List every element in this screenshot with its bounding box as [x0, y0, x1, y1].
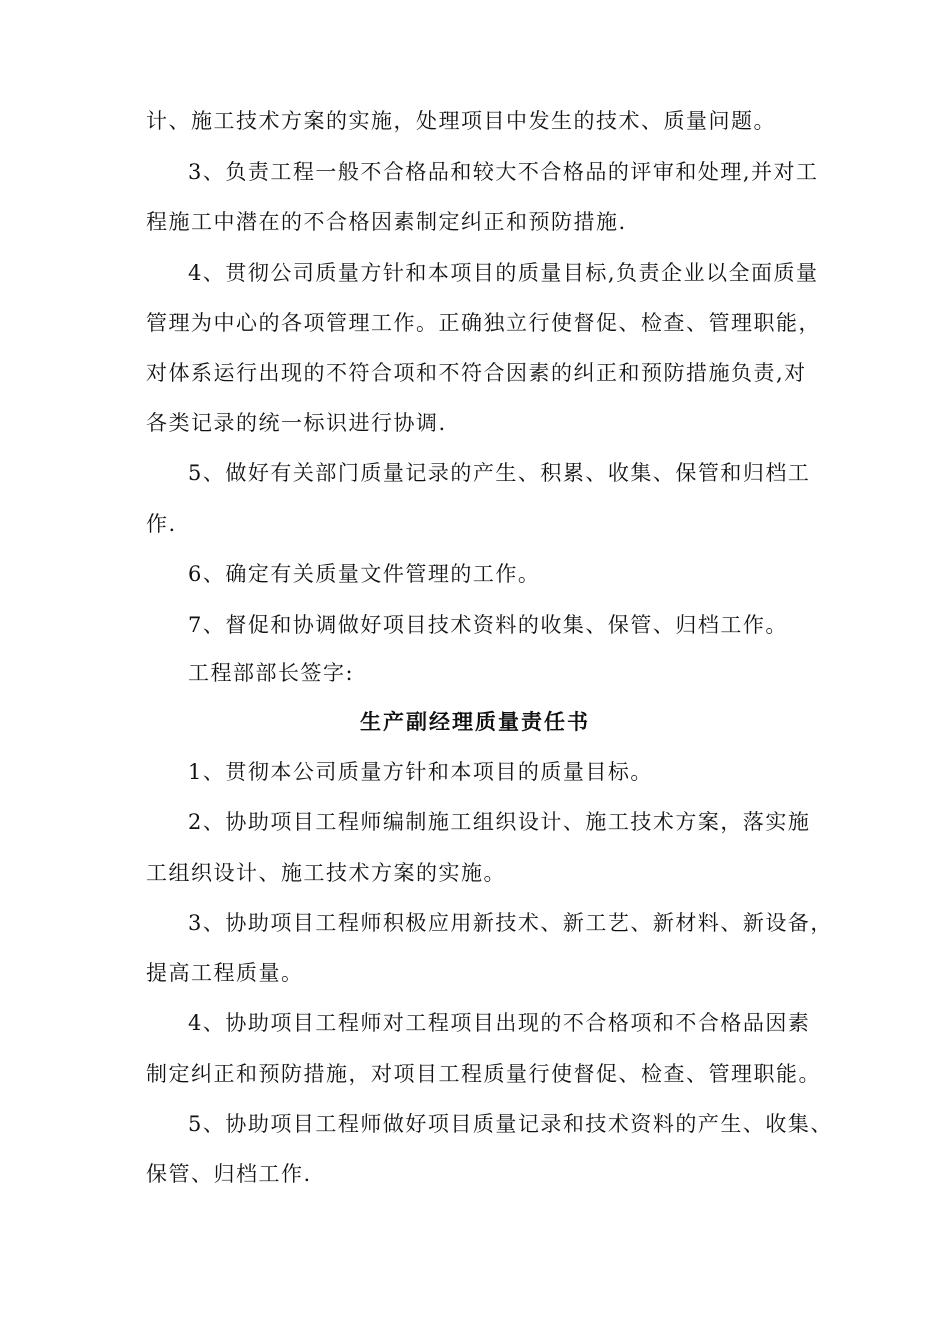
- text-line: 保管、归档工作.: [146, 1162, 312, 1186]
- text-line: 5、协助项目工程师做好项目质量记录和技术资料的产生、收集、: [188, 1112, 833, 1136]
- section-title: 生产副经理质量责任书: [360, 709, 590, 734]
- text-line: 对体系运行出现的不符合项和不符合因素的纠正和预防措施负责,对: [146, 361, 807, 385]
- text-line: 3、负责工程一般不合格品和较大不合格品的评审和处理,并对工: [188, 160, 819, 184]
- text-line: 4、协助项目工程师对工程项目出现的不合格项和不合格品因素: [188, 1011, 811, 1035]
- text-line: 5、做好有关部门质量记录的产生、积累、收集、保管和归档工: [188, 461, 811, 485]
- text-line: 计、施工技术方案的实施，处理项目中发生的技术、质量问题。: [146, 109, 776, 133]
- text-line: 1、贯彻本公司质量方针和本项目的质量目标。: [188, 760, 653, 784]
- text-line: 作.: [146, 512, 177, 536]
- text-line: 6、确定有关质量文件管理的工作。: [188, 562, 541, 586]
- text-line: 7、督促和协调做好项目技术资料的收集、保管、归档工作。: [188, 613, 788, 637]
- text-line: 程施工中潜在的不合格因素制定纠正和预防措施.: [146, 210, 627, 234]
- text-line: 制定纠正和预防措施，对项目工程质量行使督促、检查、管理职能。: [146, 1062, 821, 1086]
- text-line: 各类记录的统一标识进行协调.: [146, 411, 447, 435]
- text-line: 4、贯彻公司质量方针和本项目的质量目标,负责企业以全面质量: [188, 261, 819, 285]
- text-line: 提高工程质量。: [146, 961, 304, 985]
- text-line: 工组织设计、施工技术方案的实施。: [146, 861, 506, 885]
- text-line: 2、协助项目工程师编制施工组织设计、施工技术方案，落实施: [188, 810, 811, 834]
- text-line: 3、协助项目工程师积极应用新技术、新工艺、新材料、新设备，: [188, 911, 833, 935]
- signature-label: 工程部部长签字:: [188, 661, 355, 685]
- text-line: 管理为中心的各项管理工作。正确独立行使督促、检查、管理职能，: [146, 311, 821, 335]
